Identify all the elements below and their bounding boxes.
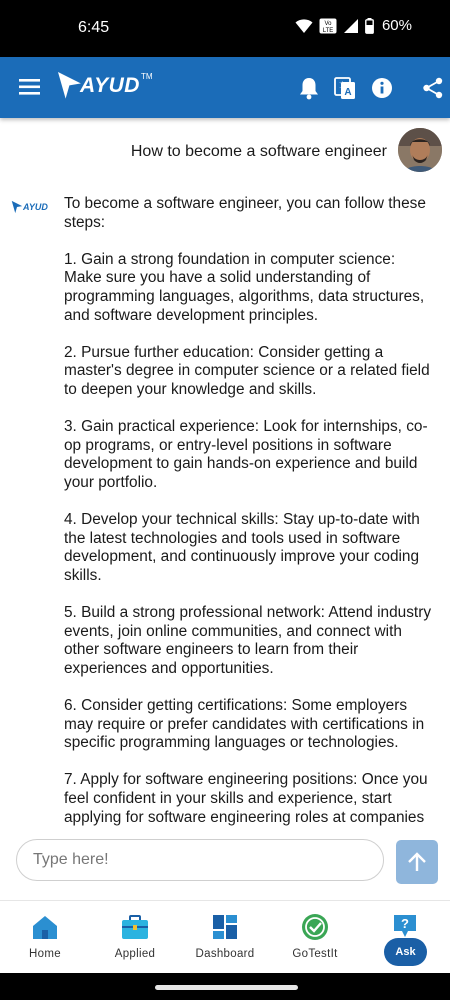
user-message: How to become a software engineer [130,143,387,160]
share-button[interactable] [420,75,446,101]
battery-level: 60% [381,17,412,34]
menu-button[interactable] [18,76,42,98]
svg-text:Vo: Vo [324,20,332,27]
send-button[interactable] [396,840,438,884]
app-bar [0,57,450,118]
battery-icon [365,18,374,34]
menu-icon [18,76,42,98]
svg-text:LTE: LTE [322,27,334,34]
nav-applied[interactable] [90,901,180,974]
bot-message: To become a software engineer, you can follow these steps: 1. Gain a strong foundation in computer science: Make sure you have a solid understanding of programming languages, algorithms, data structures, and software development principles. 2. Pursue further education: Consider getting a master's degree in computer science or a related field to deepen your knowledge and skills. 3. Gain practical experience: Look for internships, co-op programs, or entry-level positions in software development to gain hands-on experience and build your portfolio. 4. Develop your technical skills: Stay up-to-date with the latest technologies and tools used in software development, and continuously improve your coding skills. 5. Build a strong professional network: Attend industry events, join online communities, and connect with other software engineers to learn from their experiences and opportunities. 6. Consider getting certifications: Some employers may require or prefer candidates with certifications in specific programming languages or technologies. 7. Apply for software engineering positions: Once you feel confident in your skills and experience, start applying for software engineering roles at companies [64,195,432,826]
nav-dashboard-label: Dashboard [195,948,255,960]
user-avatar [398,128,442,172]
svg-text:?: ? [401,916,409,931]
app-logo [56,70,153,102]
chat-area[interactable] [0,118,450,833]
nav-dashboard[interactable] [180,901,270,974]
message-input[interactable] [16,839,384,881]
app-brand: AYUD [80,74,140,97]
bot-logo [10,200,48,214]
ask-button[interactable]: Ask [384,938,427,966]
wifi-icon [295,18,313,34]
info-icon [371,77,393,99]
signal-icon [343,18,359,34]
home-icon [31,913,59,941]
status-icons [295,17,412,34]
nav-applied-label: Applied [114,948,156,960]
svg-text:文: 文 [339,82,346,89]
nav-gotestit[interactable] [270,901,360,974]
nav-home-label: Home [29,948,61,960]
volte-icon [319,18,337,34]
translate-button[interactable] [332,75,358,101]
arrow-up-icon [406,851,428,873]
notifications-button[interactable] [296,75,322,101]
check-circle-icon [301,913,329,941]
bottom-nav [0,900,450,974]
message-composer [0,838,450,900]
nav-home[interactable] [0,901,90,974]
svg-text:A: A [344,87,352,98]
ayud-bot-icon [10,200,24,214]
question-bubble-icon [392,913,418,939]
nav-gotestit-label: GoTestIt [292,948,338,960]
avatar-image [398,128,442,172]
status-bar [0,0,450,57]
trademark: TM [140,71,153,81]
share-icon [422,77,444,99]
info-button[interactable] [369,75,395,101]
bell-icon [298,76,320,100]
status-time: 6:45 [78,19,110,36]
home-indicator[interactable] [155,985,298,990]
dashboard-icon [211,913,239,941]
briefcase-icon [121,913,149,941]
translate-icon [334,76,356,100]
bot-brand: AYUD [23,202,48,212]
